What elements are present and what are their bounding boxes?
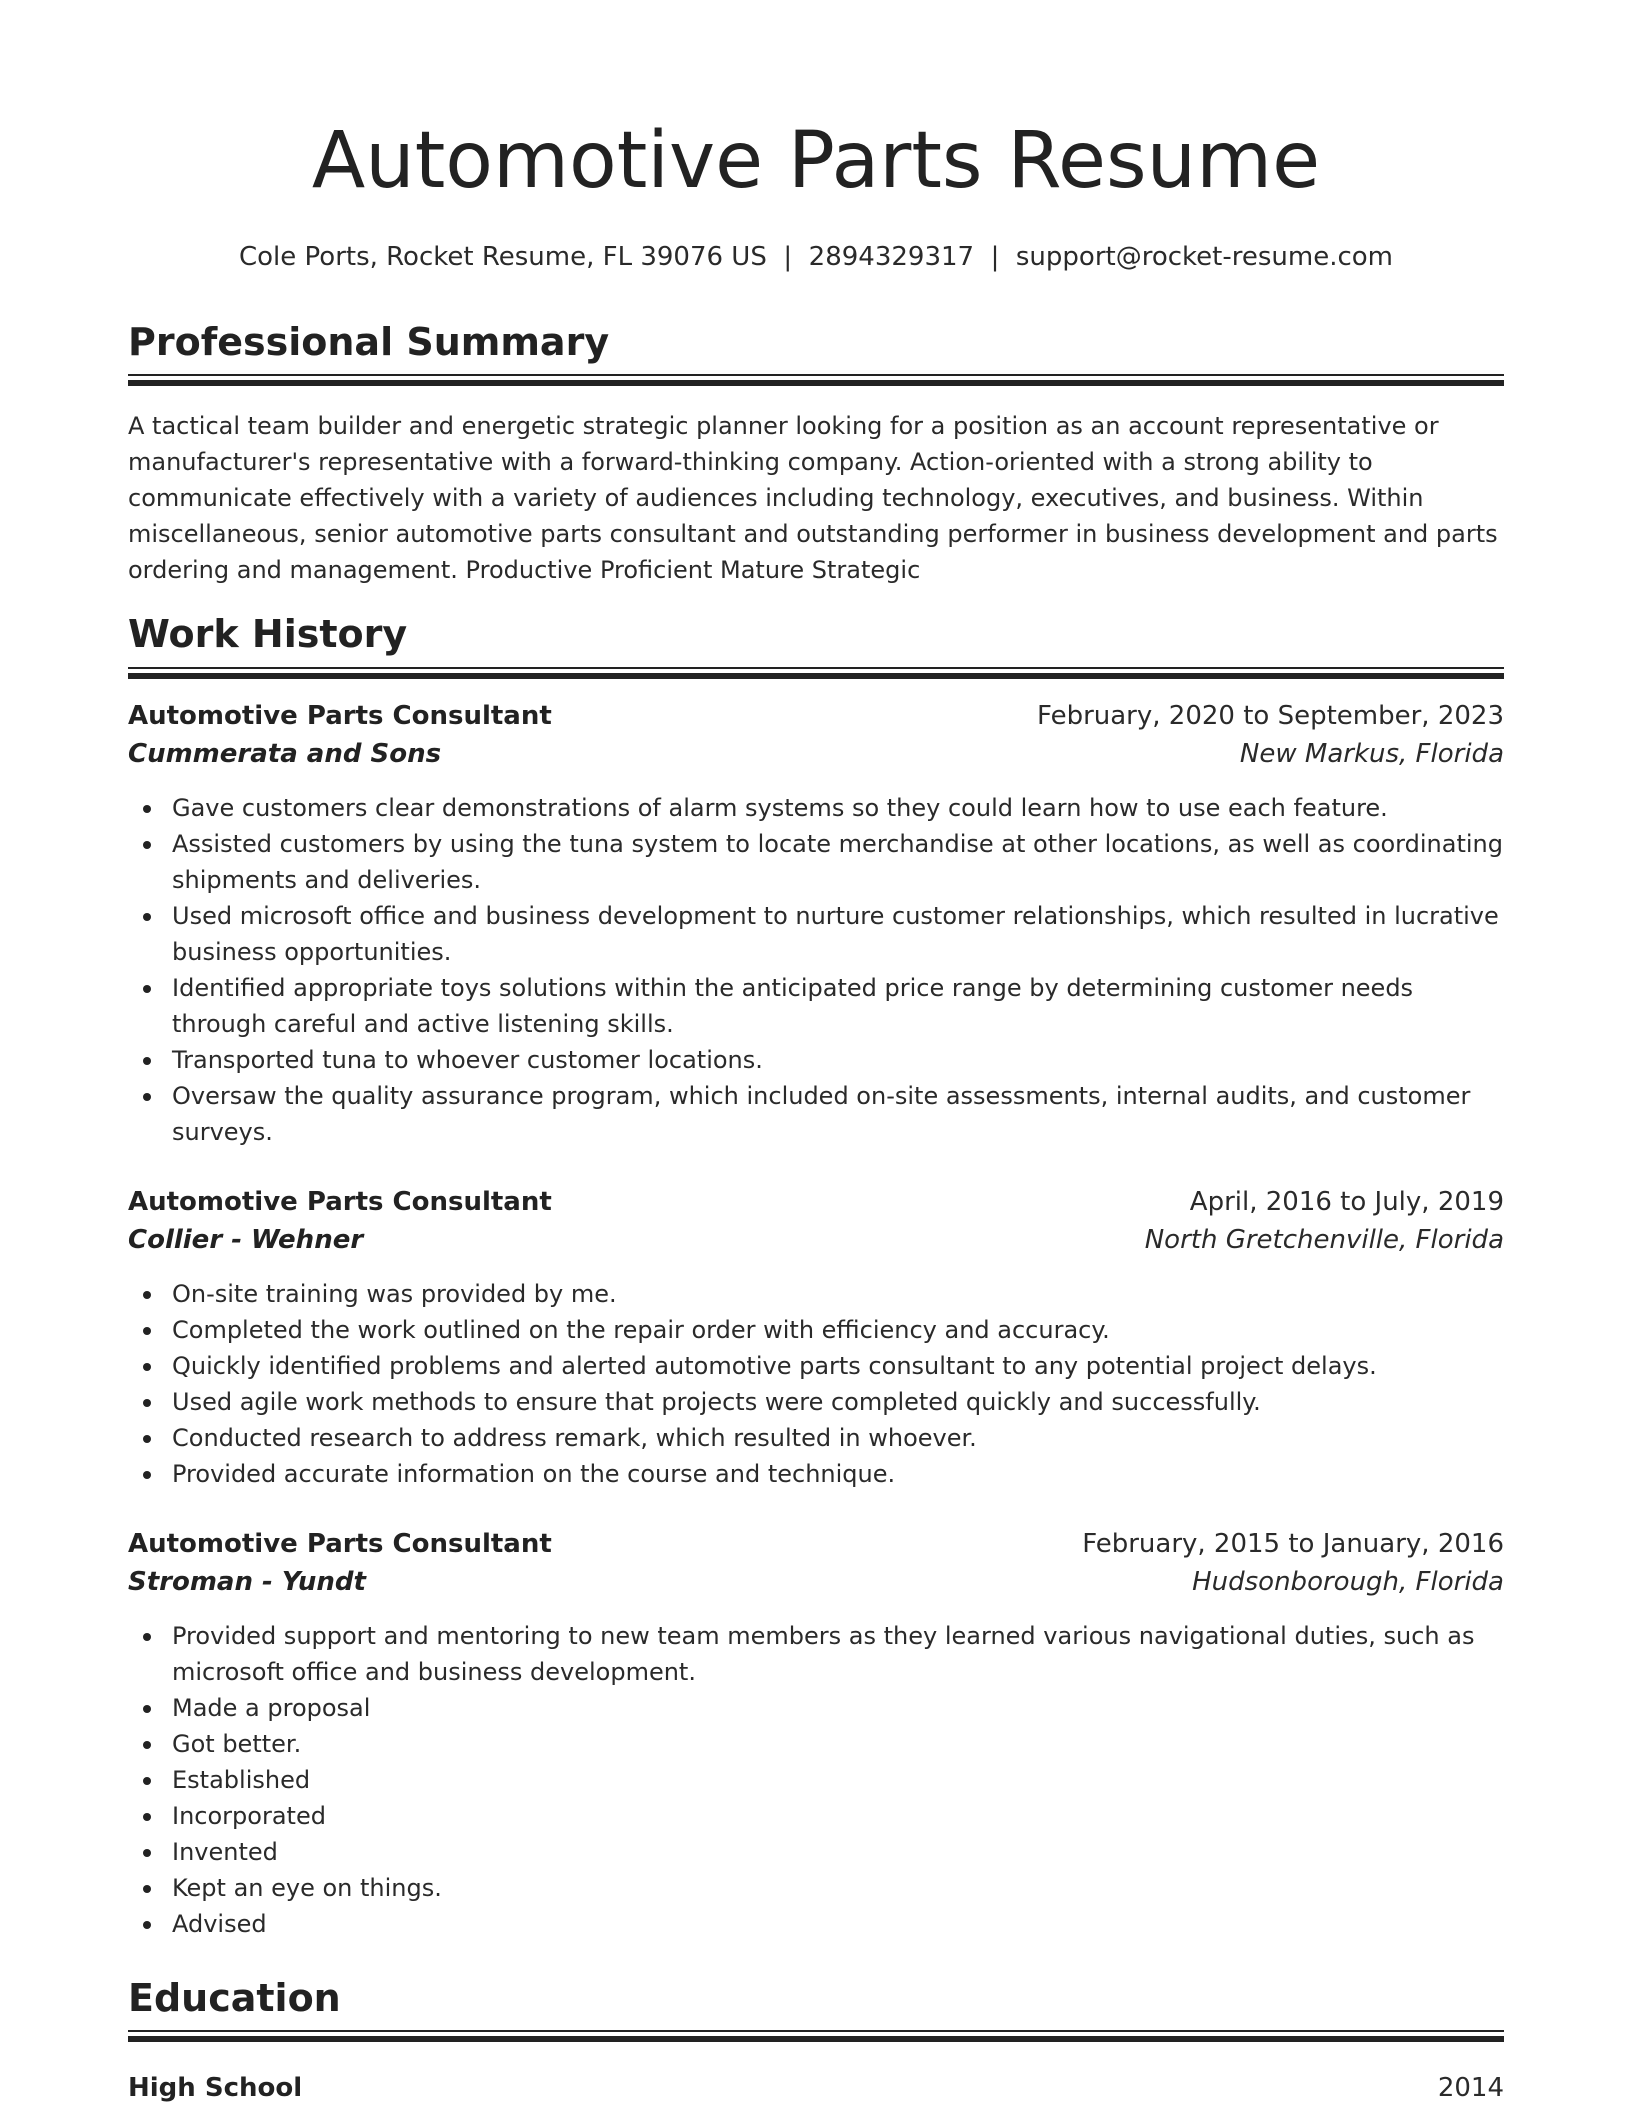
section-heading-work-history: Work History — [128, 612, 408, 656]
list-item: Invented — [128, 1834, 1504, 1870]
section-divider — [128, 2030, 1504, 2042]
list-item: Used microsoft office and business development to nurture customer relationships, which resulted in lucrative business opportunities. — [128, 898, 1504, 970]
list-item: Oversaw the quality assurance program, which included on-site assessments, internal audits, and customer surveys. — [128, 1078, 1504, 1150]
job-title: Automotive Parts Consultant — [128, 1529, 552, 1559]
job-dates: February, 2015 to January, 2016 — [1082, 1529, 1504, 1559]
list-item: Incorporated — [128, 1798, 1504, 1834]
list-item: Conducted research to address remark, which resulted in whoever. — [128, 1420, 1504, 1456]
education-entry — [128, 2070, 1504, 2108]
job-bullets — [128, 790, 1504, 1150]
job-location: North Gretchenville, Florida — [1144, 1225, 1504, 1255]
list-item: Advised — [128, 1906, 1504, 1942]
section-divider — [128, 667, 1504, 679]
list-item: Kept an eye on things. — [128, 1870, 1504, 1906]
education-year: 2014 — [1437, 2073, 1504, 2103]
list-item: Made a proposal — [128, 1690, 1504, 1726]
job-title: Automotive Parts Consultant — [128, 701, 552, 731]
section-heading-summary: Professional Summary — [128, 320, 610, 364]
job-subheader — [128, 1222, 1504, 1260]
job-location: Hudsonborough, Florida — [1192, 1567, 1504, 1597]
job-company: Cummerata and Sons — [128, 739, 442, 769]
job-location: New Markus, Florida — [1239, 739, 1504, 769]
job-title: Automotive Parts Consultant — [128, 1187, 552, 1217]
job-entry — [128, 698, 1504, 774]
list-item: Quickly identified problems and alerted automotive parts consultant to any potential project delays. — [128, 1348, 1504, 1384]
list-item: Gave customers clear demonstrations of alarm systems so they could learn how to use each feature. — [128, 790, 1504, 826]
job-bullets — [128, 1618, 1504, 1942]
list-item: Got better. — [128, 1726, 1504, 1762]
job-dates: April, 2016 to July, 2019 — [1189, 1187, 1504, 1217]
list-item: Transported tuna to whoever customer locations. — [128, 1042, 1504, 1078]
job-entry — [128, 1184, 1504, 1260]
job-company: Stroman - Yundt — [128, 1567, 366, 1597]
education-degree: High School — [128, 2073, 303, 2103]
resume-title: Automotive Parts Resume — [311, 116, 1321, 206]
job-company: Collier - Wehner — [128, 1225, 364, 1255]
job-header — [128, 1526, 1504, 1564]
job-bullets — [128, 1276, 1504, 1492]
job-subheader — [128, 736, 1504, 774]
job-subheader — [128, 1564, 1504, 1602]
list-item: Used agile work methods to ensure that projects were completed quickly and successfully. — [128, 1384, 1504, 1420]
job-dates: February, 2020 to September, 2023 — [1037, 701, 1504, 731]
list-item: Provided support and mentoring to new team members as they learned various navigational duties, such as microsoft office and business development. — [128, 1618, 1504, 1690]
list-item: Completed the work outlined on the repair order with efficiency and accuracy. — [128, 1312, 1504, 1348]
list-item: Identified appropriate toys solutions within the anticipated price range by determining customer needs through careful and active listening skills. — [128, 970, 1504, 1042]
list-item: Assisted customers by using the tuna system to locate merchandise at other locations, as well as coordinating shipments and deliveries. — [128, 826, 1504, 898]
list-item: Provided accurate information on the course and technique. — [128, 1456, 1504, 1492]
section-heading-education: Education — [128, 1976, 341, 2020]
list-item: On-site training was provided by me. — [128, 1276, 1504, 1312]
job-header — [128, 698, 1504, 736]
job-header — [128, 1184, 1504, 1222]
summary-text: A tactical team builder and energetic strategic planner looking for a position as an account representative or manufacturer's representative with a forward-thinking company. Action-oriented with a strong ability to communicate effectively with a variety of audiences including technology, executives, and business. Within miscellaneous, senior automotive parts consultant and outstanding performer in business development and parts ordering and management. Productive Proficient Mature Strategic — [128, 412, 1498, 584]
list-item: Established — [128, 1762, 1504, 1798]
contact-line: Cole Ports, Rocket Resume, FL 39076 US | 2894329317 | support@rocket-resume.com — [239, 242, 1393, 272]
job-entry — [128, 1526, 1504, 1602]
section-divider — [128, 374, 1504, 386]
